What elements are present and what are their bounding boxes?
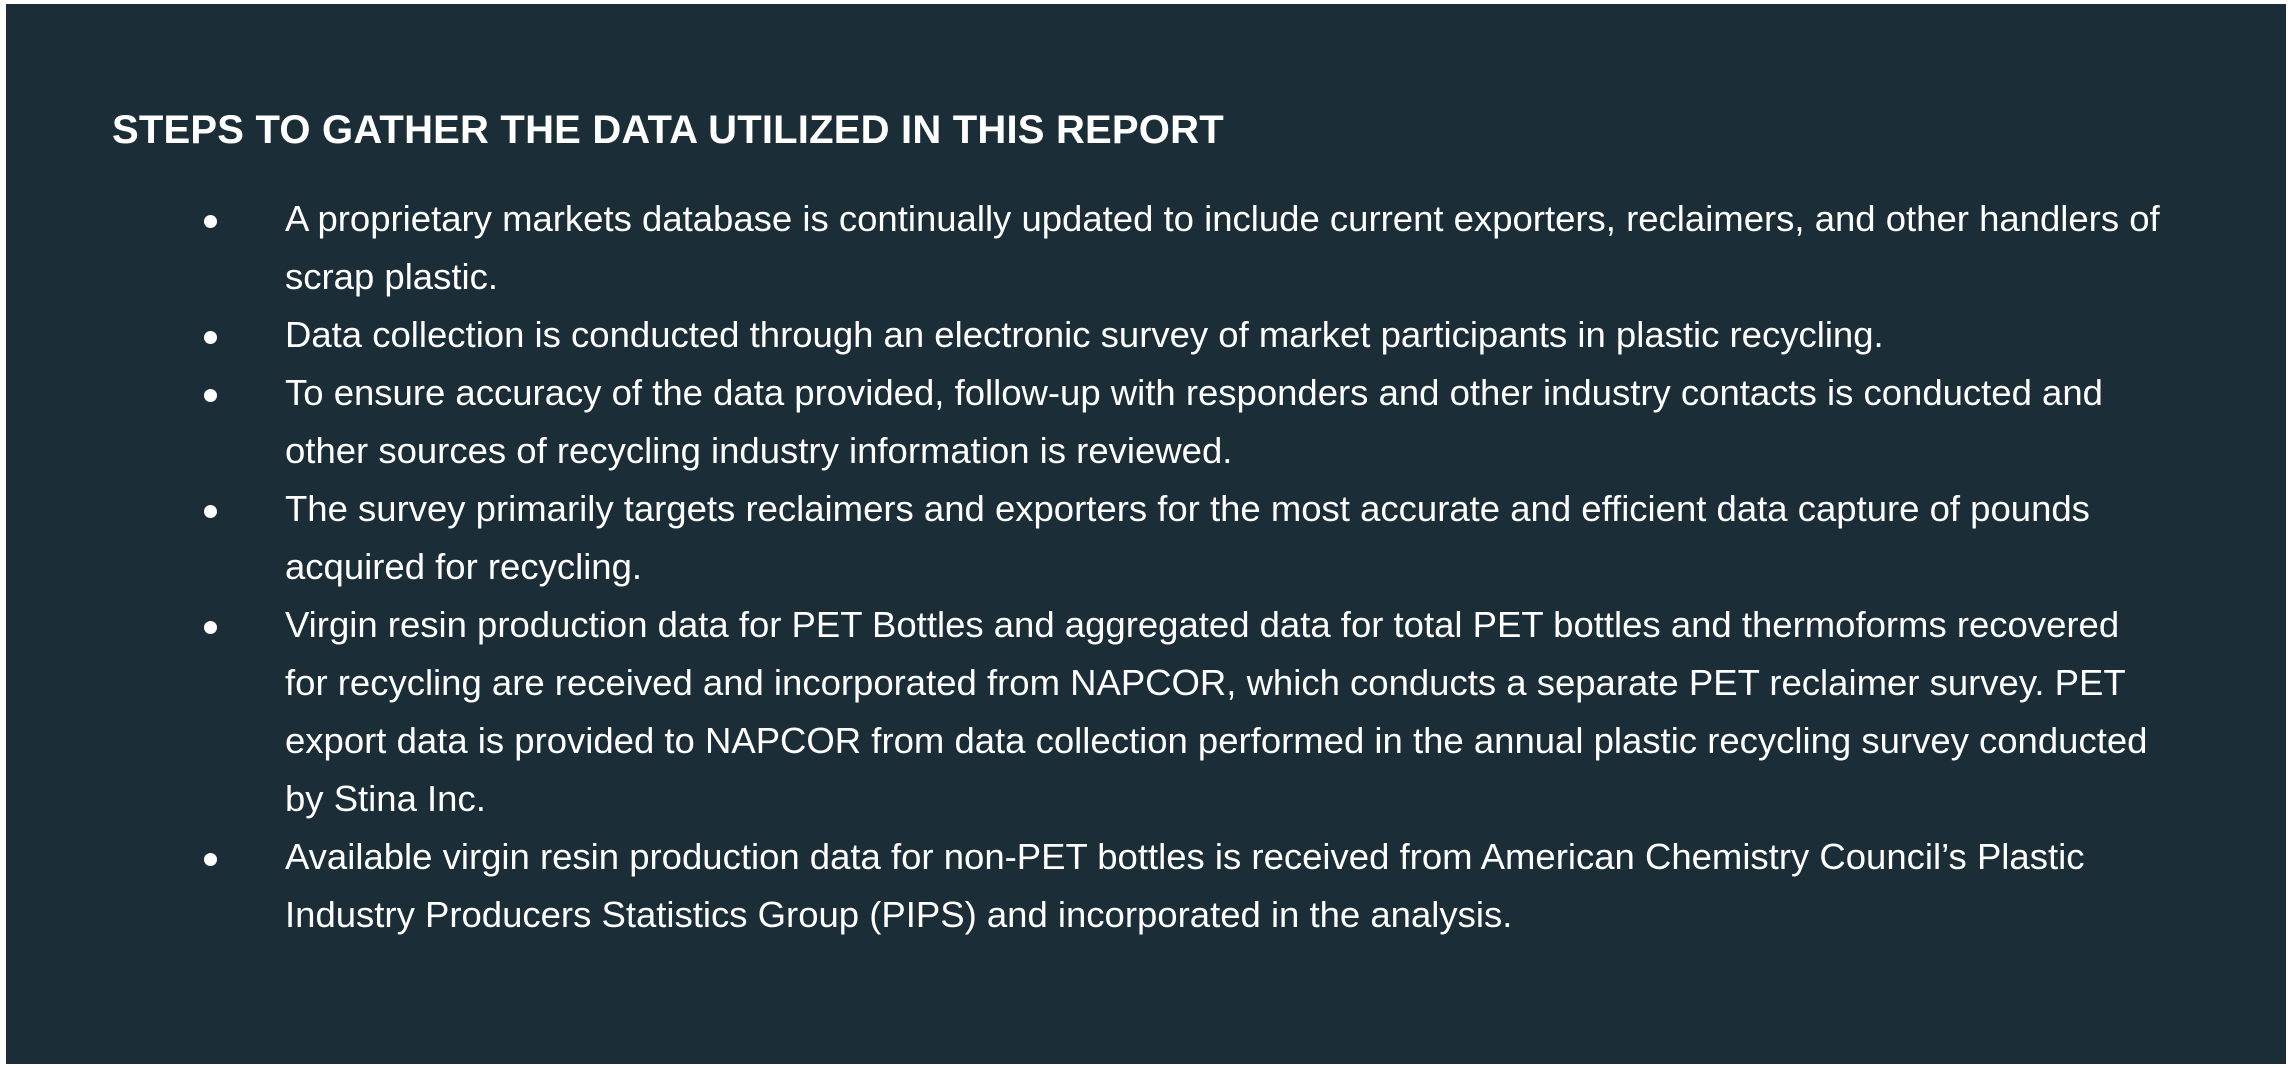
list-item-text: The survey primarily targets reclaimers and exporters for the most accurate and efficient data capture of pounds acquired for recycling. bbox=[285, 488, 2090, 587]
list-item-text: Data collection is conducted through an electronic survey of market participants in plastic recycling. bbox=[285, 314, 1884, 355]
bullet-icon bbox=[204, 621, 217, 634]
list-item bbox=[6, 306, 2286, 364]
list-item bbox=[6, 364, 2286, 480]
list-item bbox=[6, 596, 2286, 828]
section-title: STEPS TO GATHER THE DATA UTILIZED IN THIS REPORT bbox=[112, 108, 1224, 152]
bullet-icon bbox=[204, 853, 217, 866]
steps-list bbox=[6, 190, 2286, 944]
list-item bbox=[6, 828, 2286, 944]
list-item-text: To ensure accuracy of the data provided, follow-up with responders and other industry contacts is conducted and other sources of recycling industry information is reviewed. bbox=[285, 372, 2103, 471]
list-item-text: A proprietary markets database is continually updated to include current exporters, reclaimers, and other handlers of scrap plastic. bbox=[285, 198, 2160, 297]
bullet-icon bbox=[204, 215, 217, 228]
list-item bbox=[6, 480, 2286, 596]
bullet-icon bbox=[204, 331, 217, 344]
list-item bbox=[6, 190, 2286, 306]
list-item-text: Available virgin resin production data for non-PET bottles is received from American Chemistry Council’s Plastic Industry Producers Statistics Group (PIPS) and incorporated in the analysis. bbox=[285, 836, 2085, 935]
steps-panel bbox=[6, 4, 2286, 1064]
bullet-icon bbox=[204, 389, 217, 402]
bullet-icon bbox=[204, 505, 217, 518]
list-item-text: Virgin resin production data for PET Bottles and aggregated data for total PET bottles and thermoforms recovered for recycling are received and incorporated from NAPCOR, which conducts a separate PET reclaimer survey. PET export data is provided to NAPCOR from data collection performed in the annual plastic recycling survey conducted by Stina Inc. bbox=[285, 604, 2148, 819]
